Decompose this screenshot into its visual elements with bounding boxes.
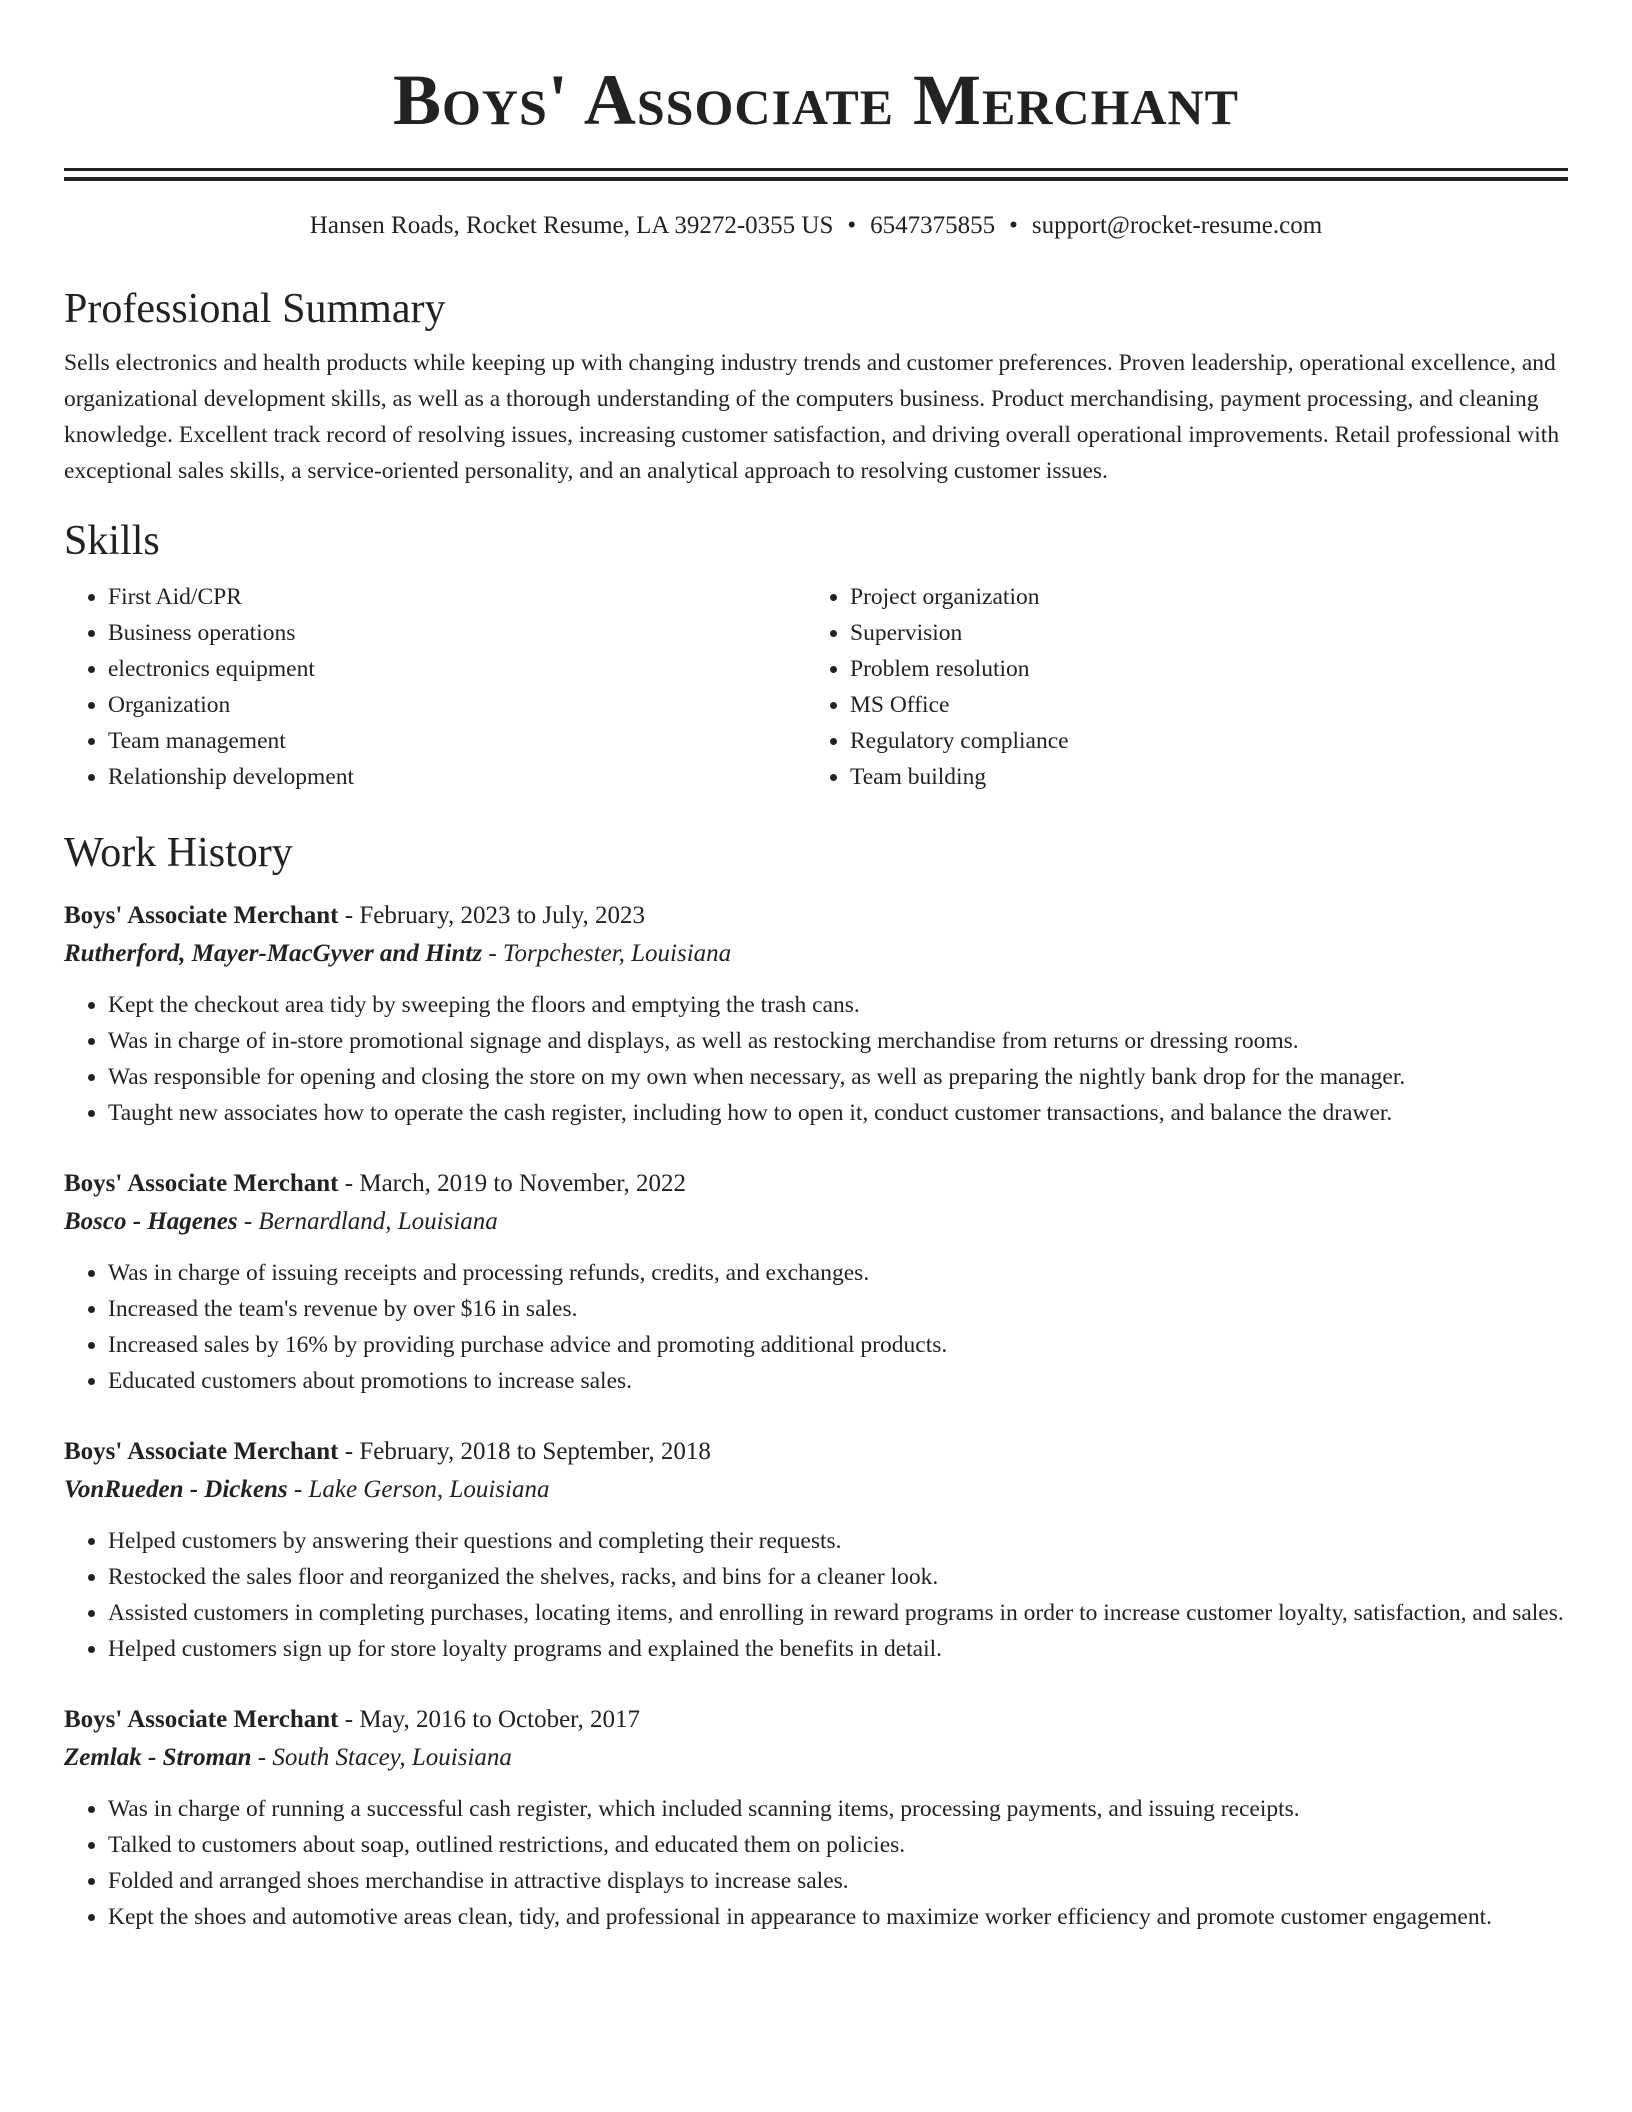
job-heading [64,897,1568,935]
job-bullet: • Helped customers sign up for store loyalty programs and explained the benefits in detail. [108,1631,1568,1667]
skills-column-left [64,579,806,795]
header-divider-secondary [64,177,1568,181]
job-bullet: • Was in charge of in-store promotional signage and displays, as well as restocking merchandise from returns or dressing rooms. [108,1023,1568,1059]
skills-list [64,579,1568,795]
skill-item: • Supervision [850,615,1548,651]
skill-item: • Problem resolution [850,651,1548,687]
company-location: - South Stacey, Louisiana [251,1744,512,1771]
job-dates: - February, 2023 to July, 2023 [338,902,645,929]
job-bullet: • Folded and arranged shoes merchandise in attractive displays to increase sales. [108,1863,1568,1899]
job-bullets [64,1255,1568,1399]
job-bullet: • Was responsible for opening and closing the store on my own when necessary, as well as preparing the nightly bank drop for the manager. [108,1059,1568,1095]
job-bullet: • Increased sales by 16% by providing purchase advice and promoting additional products. [108,1327,1568,1363]
contact-phone: 6547375855 [870,212,996,239]
job-bullet: • Kept the checkout area tidy by sweeping the floors and emptying the trash cans. [108,987,1568,1023]
skill-item: • Team building [850,759,1548,795]
job-title: Boys' Associate Merchant [64,1170,339,1197]
contact-email: support@rocket-resume.com [1031,212,1323,239]
company-location: - Bernardland, Louisiana [237,1208,498,1235]
job-entry [64,1165,1568,1399]
job-employer [64,1739,1568,1777]
skills-heading: Skills [64,518,160,564]
skills-column-right [806,579,1548,795]
job-bullet: • Talked to customers about soap, outlined restrictions, and educated them on policies. [108,1827,1568,1863]
skill-item: • Project organization [850,579,1548,615]
job-bullet: • Restocked the sales floor and reorganized the shelves, racks, and bins for a cleaner look. [108,1559,1568,1595]
contact-address: Hansen Roads, Rocket Resume, LA 39272-0355 US [309,212,834,239]
company-location: - Torpchester, Louisiana [482,940,732,967]
company-name: VonRueden - Dickens [64,1476,288,1503]
job-employer [64,1471,1568,1509]
job-heading [64,1165,1568,1203]
candidate-name: Boys' Associate Merchant [392,60,1239,140]
job-bullet: • Was in charge of issuing receipts and processing refunds, credits, and exchanges. [108,1255,1568,1291]
job-employer [64,935,1568,973]
job-entry [64,897,1568,1131]
skill-item: • First Aid/CPR [108,579,806,615]
job-entry [64,1701,1568,1935]
job-bullets [64,1523,1568,1667]
skill-item: • Business operations [108,615,806,651]
job-bullet: • Helped customers by answering their questions and completing their requests. [108,1523,1568,1559]
job-dates: - March, 2019 to November, 2022 [338,1170,687,1197]
job-bullet: • Kept the shoes and automotive areas clean, tidy, and professional in appearance to maximize worker efficiency and promote customer engagement. [108,1899,1568,1935]
job-bullet: • Was in charge of running a successful cash register, which included scanning items, processing payments, and issuing receipts. [108,1791,1568,1827]
job-employer [64,1203,1568,1241]
company-name: Rutherford, Mayer-MacGyver and Hintz [64,940,483,967]
skill-item: • Team management [108,723,806,759]
job-bullet: • Increased the team's revenue by over $16 in sales. [108,1291,1568,1327]
job-bullet: • Assisted customers in completing purchases, locating items, and enrolling in reward programs in order to increase customer loyalty, satisfaction, and sales. [108,1595,1568,1631]
job-heading [64,1433,1568,1471]
job-entry [64,1433,1568,1667]
job-dates: - May, 2016 to October, 2017 [338,1706,641,1733]
job-bullets [64,987,1568,1131]
company-location: - Lake Gerson, Louisiana [287,1476,550,1503]
contact-separator: • [1009,212,1018,239]
summary-text: Sells electronics and health products while keeping up with changing industry trends and customer preferences. Proven leadership, operational excellence, and organizational development skills, as well as a thorough understanding of the computers business. Product merchandising, payment processing, and cleaning knowledge. Excellent track record of resolving issues, increasing customer satisfaction, and driving overall operational improvements. Retail professional with exceptional sales skills, a service-oriented personality, and an analytical approach to resolving customer issues. [64,350,1560,484]
job-bullets [64,1791,1568,1935]
skill-item: • Relationship development [108,759,806,795]
skill-item: • Regulatory compliance [850,723,1548,759]
job-heading [64,1701,1568,1739]
job-title: Boys' Associate Merchant [64,902,339,929]
contact-separator: • [847,212,857,239]
skill-item: • MS Office [850,687,1548,723]
contact-line [64,209,1568,243]
job-bullet: • Taught new associates how to operate the cash register, including how to open it, conduct customer transactions, and balance the drawer. [108,1095,1568,1131]
header-divider [64,168,1568,171]
company-name: Zemlak - Stroman [64,1744,252,1771]
job-title: Boys' Associate Merchant [64,1438,339,1465]
job-bullet: • Educated customers about promotions to increase sales. [108,1363,1568,1399]
skill-item: • electronics equipment [108,651,806,687]
summary-heading: Professional Summary [64,286,446,332]
skill-item: • Organization [108,687,806,723]
work-history-heading: Work History [64,830,293,876]
job-dates: - February, 2018 to September, 2018 [338,1438,711,1465]
job-title: Boys' Associate Merchant [64,1706,339,1733]
company-name: Bosco - Hagenes [64,1208,238,1235]
